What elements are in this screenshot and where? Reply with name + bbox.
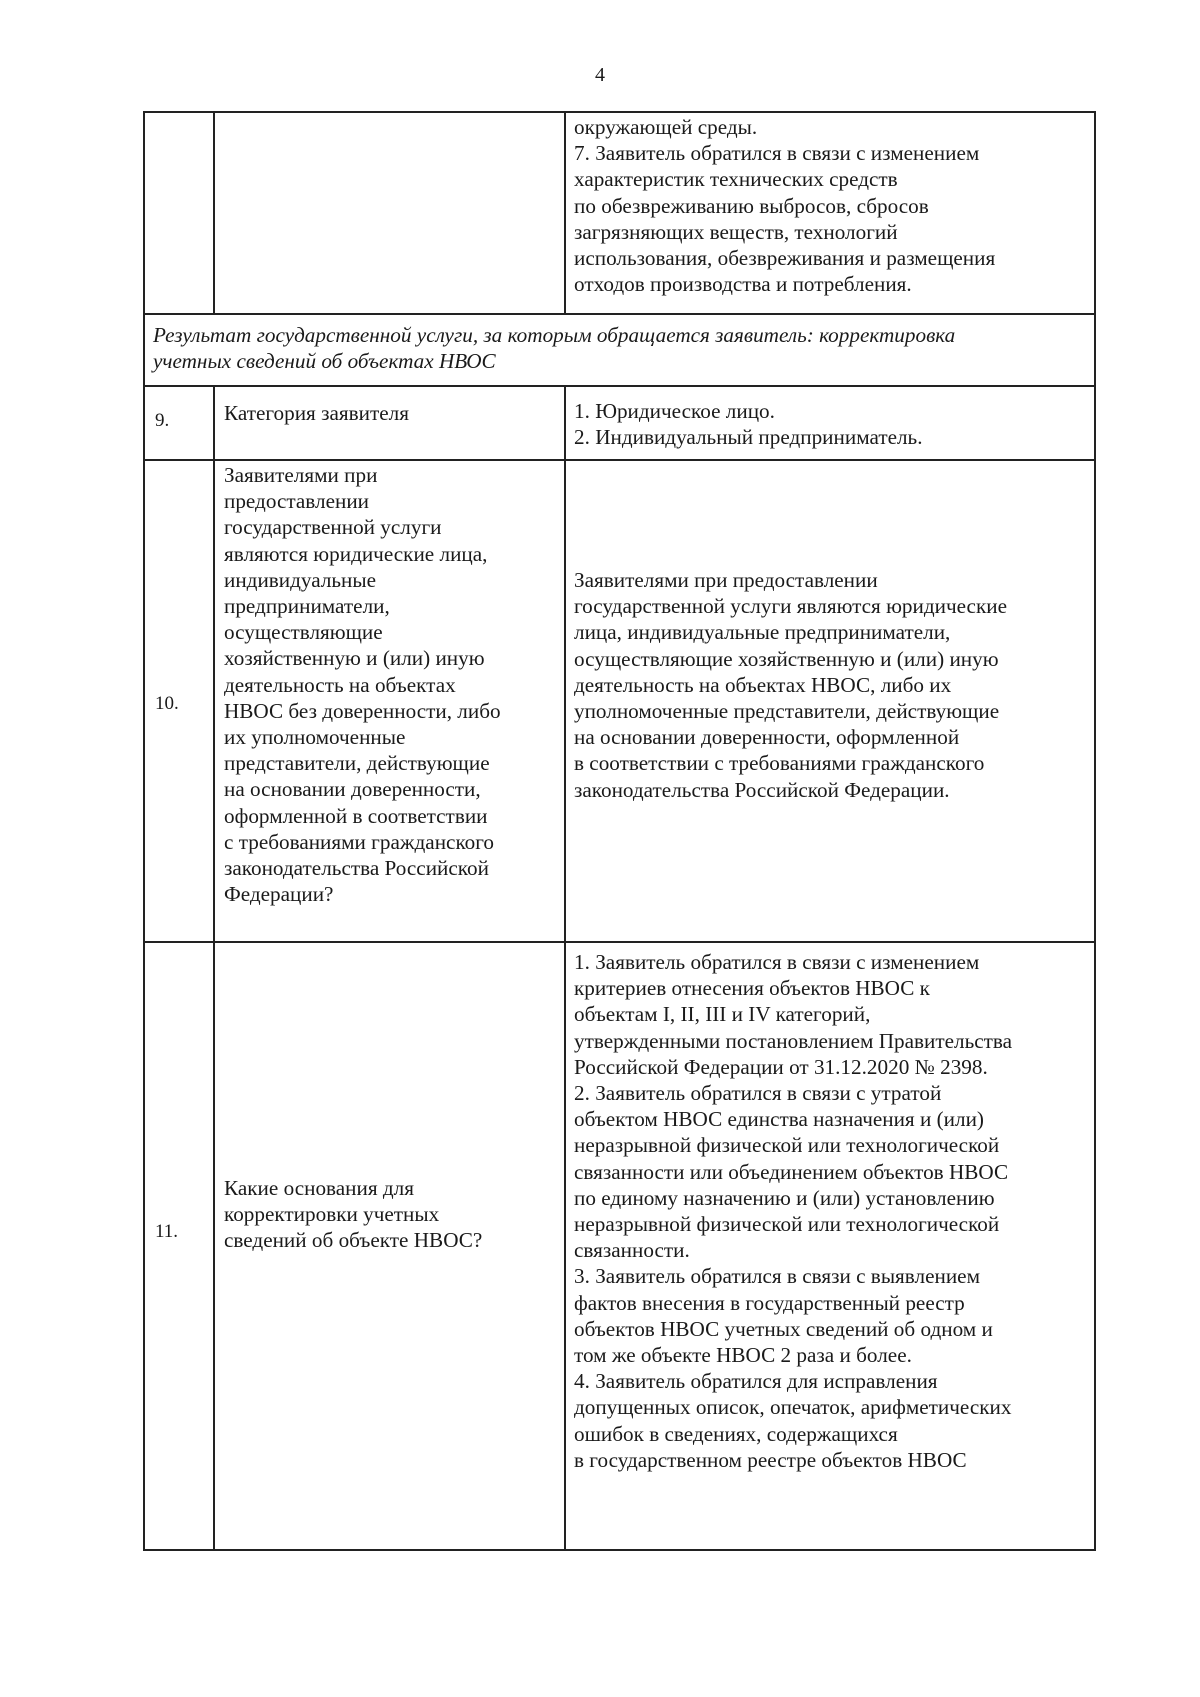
- text-line: являются юридические лица,: [224, 541, 488, 566]
- text-line: неразрывной физической или технологической: [574, 1133, 1000, 1158]
- text-line: Результат государственной услуги, за которым обращается заявитель: корректировка: [153, 323, 956, 347]
- text-line: связанности.: [574, 1238, 690, 1263]
- text-line: уполномоченные представители, действующие: [574, 699, 1000, 724]
- question-cell: [224, 462, 501, 907]
- table-border-bottom: [143, 1549, 1096, 1551]
- text-line: использования, обезвреживания и размещения: [574, 246, 996, 271]
- text-line: законодательства Российской Федерации.: [574, 777, 950, 802]
- question-cell: [224, 400, 409, 426]
- text-line: 7. Заявитель обратился в связи с изменением: [574, 141, 980, 166]
- text-line: 1. Юридическое лицо.: [574, 399, 775, 423]
- text-line: 2. Заявитель обратился в связи с утратой: [574, 1081, 942, 1106]
- text-line: загрязняющих веществ, технологий: [574, 219, 898, 244]
- text-line: предоставлении: [224, 489, 370, 514]
- text-line: утвержденными постановлением Правительства: [574, 1028, 1013, 1053]
- text-line: объектов НВОС учетных сведений об одном и: [574, 1316, 993, 1341]
- text-line: объектом НВОС единства назначения и (или): [574, 1107, 984, 1132]
- text-line: по обезвреживанию выбросов, сбросов: [574, 193, 929, 218]
- column-divider: [213, 111, 215, 314]
- row-number: 9.: [155, 410, 170, 431]
- text-line: 4. Заявитель обратился для исправления: [574, 1369, 938, 1394]
- text-line: фактов внесения в государственный реестр: [574, 1290, 965, 1315]
- text-line: по единому назначению и (или) установлению: [574, 1185, 995, 1210]
- answer-cell: [574, 567, 1007, 803]
- row-divider: [143, 385, 1096, 387]
- text-line: критериев отнесения объектов НВОС к: [574, 976, 930, 1001]
- text-line: допущенных описок, опечаток, арифметических: [574, 1395, 1012, 1420]
- row-divider: [143, 313, 1096, 315]
- text-line: осуществляющие хозяйственную и (или) иную: [574, 646, 999, 671]
- row-divider: [143, 941, 1096, 943]
- column-divider: [213, 385, 215, 1551]
- table-border-top: [143, 111, 1096, 113]
- text-line: отходов производства и потребления.: [574, 272, 912, 297]
- text-line: в государственном реестре объектов НВОС: [574, 1447, 967, 1472]
- text-line: оформленной в соответствии: [224, 803, 488, 828]
- continuation-answer-cell: [574, 114, 995, 297]
- text-line: на основании доверенности,: [224, 777, 481, 802]
- page-number: 4: [595, 64, 605, 86]
- text-line: на основании доверенности, оформленной: [574, 725, 960, 750]
- row-divider: [143, 459, 1096, 461]
- text-line: Заявителями при: [224, 463, 378, 487]
- text-line: предприниматели,: [224, 594, 390, 619]
- text-line: государственной услуги являются юридические: [574, 594, 1007, 619]
- text-line: Федерации?: [224, 882, 334, 907]
- text-line: НВОС без доверенности, либо: [224, 698, 501, 723]
- text-line: представители, действующие: [224, 751, 490, 776]
- text-line: корректировки учетных: [224, 1202, 440, 1227]
- column-divider: [564, 385, 566, 1551]
- text-line: деятельность на объектах НВОС, либо их: [574, 672, 952, 697]
- text-line: индивидуальные: [224, 567, 377, 592]
- text-line: 2. Индивидуальный предприниматель.: [574, 425, 923, 450]
- answer-cell: [574, 949, 1012, 1473]
- text-line: Российской Федерации от 31.12.2020 № 2398.: [574, 1054, 988, 1079]
- question-cell: [224, 1175, 482, 1254]
- row-number: 10.: [155, 693, 179, 714]
- text-line: законодательства Российской: [224, 856, 489, 881]
- answer-cell: [574, 398, 923, 450]
- question-text: Категория заявителя: [224, 401, 409, 425]
- text-line: 3. Заявитель обратился в связи с выявлением: [574, 1264, 980, 1289]
- text-line: лица, индивидуальные предприниматели,: [574, 620, 951, 645]
- text-line: ошибок в сведениях, содержащихся: [574, 1421, 898, 1446]
- text-line: с требованиями гражданского: [224, 829, 495, 854]
- text-line: том же объекте НВОС 2 раза и более.: [574, 1343, 912, 1368]
- text-line: характеристик технических средств: [574, 167, 898, 192]
- text-line: неразрывной физической или технологической: [574, 1212, 1000, 1237]
- section-header: [153, 322, 955, 374]
- text-line: учетных сведений об объектах НВОС: [153, 349, 496, 374]
- text-line: их уполномоченные: [224, 725, 406, 750]
- table-border-right: [1094, 111, 1096, 1551]
- column-divider: [564, 111, 566, 314]
- text-line: 1. Заявитель обратился в связи с изменением: [574, 950, 980, 974]
- text-line: объектам I, II, III и IV категорий,: [574, 1002, 871, 1027]
- text-line: Какие основания для: [224, 1176, 414, 1200]
- table-border-left: [143, 111, 145, 1551]
- text-line: Заявителями при предоставлении: [574, 568, 878, 592]
- text-line: сведений об объекте НВОС?: [224, 1228, 483, 1253]
- text-line: в соответствии с требованиями гражданского: [574, 751, 985, 776]
- row-number: 11.: [155, 1221, 179, 1242]
- text-line: связанности или объединением объектов НВОС: [574, 1159, 1009, 1184]
- text-line: государственной услуги: [224, 515, 442, 540]
- text-line: осуществляющие: [224, 620, 383, 645]
- text-line: деятельность на объектах: [224, 672, 456, 697]
- text-line: хозяйственную и (или) иную: [224, 646, 485, 671]
- text-line: окружающей среды.: [574, 115, 758, 139]
